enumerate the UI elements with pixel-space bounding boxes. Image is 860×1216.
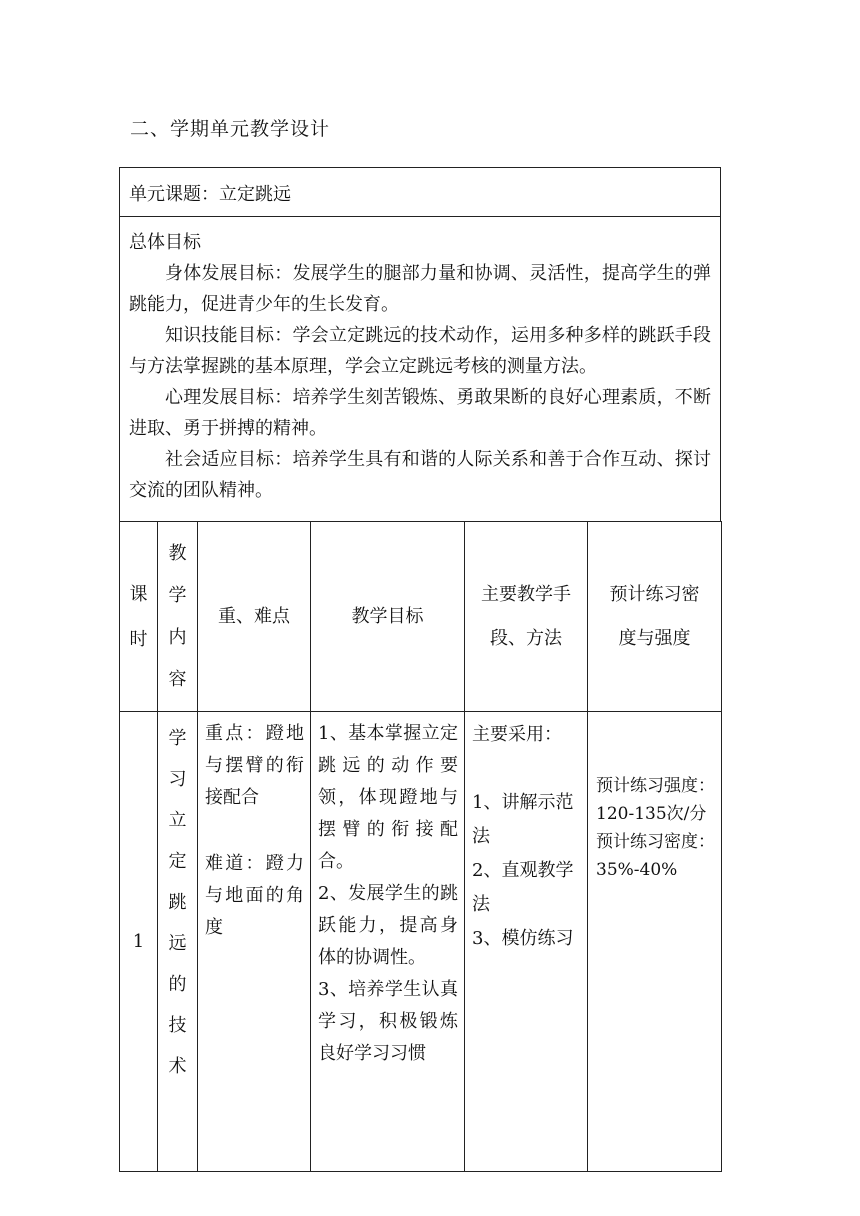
methods-cell (465, 712, 588, 1172)
header-lesson-char: 课 (129, 583, 148, 605)
header-content-char: 教 (168, 542, 187, 564)
goal-psychological: 心理发展目标：培养学生刻苦锻炼、勇敢果断的良好心理素质，不断进取、勇于拼搏的精神。 (129, 387, 711, 439)
objective-item: 1、基本掌握立定跳远的动作要领，体现蹬地与摆臂的衔接配合。 (318, 723, 458, 872)
key-points-cell (198, 712, 311, 1172)
header-methods (465, 522, 588, 712)
header-objectives: 教学目标 (311, 522, 465, 712)
density-cell (588, 712, 722, 1172)
header-density (588, 522, 722, 712)
lesson-plan-table (119, 521, 722, 1172)
header-methods-line: 段、方法 (490, 627, 562, 649)
methods-intro: 主要采用： (472, 724, 562, 745)
goal-physical: 身体发展目标：发展学生的腿部力量和协调、灵活性，提高学生的弹跳能力，促进青少年的生长发育。 (129, 263, 711, 315)
spacer (472, 752, 582, 786)
header-lesson-char: 时 (129, 628, 148, 650)
unit-title: 单元课题：立定跳远 (129, 184, 291, 205)
goals-heading: 总体目标 (129, 232, 201, 253)
header-density-line: 度与强度 (618, 627, 691, 649)
header-content-char: 内 (168, 626, 187, 648)
objectives-cell (311, 712, 465, 1172)
table-row (120, 712, 722, 1172)
method-item: 1、讲解示范法 (472, 792, 574, 847)
content-char: 技 (168, 1015, 187, 1036)
lesson-content (158, 712, 198, 1172)
content-char: 术 (168, 1056, 187, 1077)
table-header-row (120, 522, 722, 712)
header-key-points: 重、难点 (198, 522, 311, 712)
content-char: 立 (168, 810, 187, 831)
goal-skill: 知识技能目标：学会立定跳远的技术动作，运用多种多样的跳跃手段与方法掌握跳的基本原理，学会立定跳远考核的测量方法。 (129, 325, 711, 377)
section-title: 二、学期单元教学设计 (130, 118, 331, 140)
content-char: 远 (168, 933, 187, 954)
header-content-char: 容 (168, 668, 187, 690)
content-char: 习 (168, 769, 187, 790)
difficulty: 难道：蹬力与地面的角度 (205, 853, 304, 938)
goal-social: 社会适应目标：培养学生具有和谐的人际关系和善于合作互动、探讨交流的团队精神。 (129, 449, 711, 501)
unit-title-row (119, 167, 721, 217)
intensity-text: 预计练习强度：120-135次/分 (596, 776, 715, 824)
content-char: 学 (168, 728, 187, 749)
content-char: 的 (168, 974, 187, 995)
header-density-line: 预计练习密 (609, 583, 700, 605)
header-content-char: 学 (168, 584, 187, 606)
key-point: 重点：蹬地与摆臂的衔接配合 (205, 723, 304, 808)
content-char: 定 (168, 851, 187, 872)
spacer (205, 814, 304, 848)
density-text: 预计练习密度：35%-40% (596, 832, 715, 880)
objective-item: 3、培养学生认真学习，积极锻炼良好学习习惯 (318, 979, 458, 1064)
objective-item: 2、发展学生的跳跃能力，提高身体的协调性。 (318, 883, 458, 968)
header-content (158, 522, 198, 712)
method-item: 2、直观教学法 (472, 860, 574, 915)
content-char: 跳 (168, 892, 187, 913)
header-methods-line: 主要教学手 (481, 583, 571, 605)
header-lesson (120, 522, 158, 712)
overall-goals (119, 216, 721, 522)
lesson-number: 1 (120, 712, 158, 1172)
method-item: 3、模仿练习 (472, 928, 574, 949)
